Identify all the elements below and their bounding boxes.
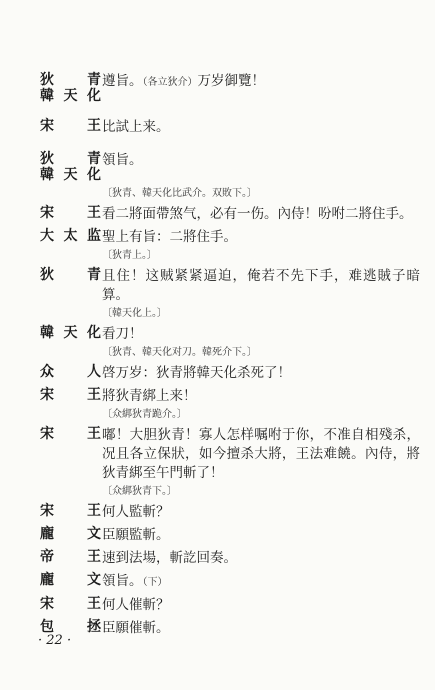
speaker-name-part: 韓天化 <box>40 325 102 341</box>
speaker-name-part: 狄青 <box>40 267 102 283</box>
dialogue-line <box>40 364 420 383</box>
dialogue-text <box>102 619 420 638</box>
speaker-name-part: 龐文 <box>40 572 102 588</box>
dialogue-line <box>40 325 420 344</box>
stage-direction: 〔众綁狄青跪介。〕 <box>102 409 187 420</box>
dialogue-text <box>102 549 420 568</box>
stage-direction: 〔狄青、韓天化比武介。双敗下。〕 <box>102 188 257 199</box>
speaker-name <box>40 387 102 403</box>
speaker-name-part: 宋王 <box>40 503 102 519</box>
inline-stage-direction: （下） <box>142 577 168 588</box>
dialogue-text <box>102 228 420 247</box>
speaker-name <box>40 228 102 244</box>
speaker-name <box>40 325 102 341</box>
dialogue-text <box>102 151 420 170</box>
page-number: · 22 · <box>38 633 72 648</box>
speaker-name <box>40 118 102 134</box>
dialogue-line <box>40 267 420 305</box>
dialogue-text-main: 何人催斬？ <box>102 597 170 613</box>
dialogue-text <box>102 596 420 615</box>
speaker-name-part: 韓天化 <box>40 88 102 104</box>
dialogue-text-main: 臣願催斬。 <box>102 620 170 636</box>
speaker-name-part: 韓天化 <box>40 167 102 183</box>
dialogue-text-main: 啓万岁：狄青將韓天化杀死了！ <box>102 365 291 381</box>
dialogue-line <box>40 596 420 615</box>
dialogue-text-main: 遵旨。 <box>102 73 143 89</box>
speaker-name-part: 宋王 <box>40 205 102 221</box>
speaker-name <box>40 364 102 380</box>
speaker-name-part: 龐文 <box>40 526 102 542</box>
dialogue-line <box>40 549 420 568</box>
speaker-name-part: 大太监 <box>40 228 102 244</box>
speaker-name-part: 狄青 <box>40 151 102 167</box>
dialogue-line <box>40 72 420 104</box>
speaker-name-part: 帝王 <box>40 549 102 565</box>
speaker-name-part: 众人 <box>40 364 102 380</box>
dialogue-text-main: 聖上有旨：二將住手。 <box>102 229 237 245</box>
script-body <box>40 68 420 638</box>
dialogue-line <box>40 118 420 137</box>
speaker-name-part: 狄青 <box>40 72 102 88</box>
speaker-name-part: 宋王 <box>40 426 102 442</box>
dialogue-line <box>40 228 420 247</box>
dialogue-text-main: 何人監斬？ <box>102 504 170 520</box>
stage-direction: 〔狄青、韓天化对刀。韓死介下。〕 <box>102 347 257 358</box>
dialogue-text <box>102 325 420 344</box>
dialogue-text <box>102 364 420 383</box>
dialogue-line <box>40 205 420 224</box>
speaker-name-part: 宋王 <box>40 118 102 134</box>
speaker-name <box>40 267 102 283</box>
dialogue-text <box>102 205 420 224</box>
speaker-name <box>40 549 102 565</box>
dialogue-text-main: 速到法場，斬訖回奏。 <box>102 550 237 566</box>
dialogue-text <box>102 118 420 137</box>
speaker-name-part: 包拯 <box>40 619 102 635</box>
speaker-name <box>40 503 102 519</box>
dialogue-line <box>40 526 420 545</box>
speaker-name <box>40 426 102 442</box>
dialogue-text-main: 看刀！ <box>102 326 143 342</box>
dialogue-text-main: 看二將面帶煞气，必有一伤。內侍！吩咐二將住手。 <box>102 206 413 222</box>
dialogue-line <box>40 572 420 592</box>
speaker-name <box>40 526 102 542</box>
dialogue-line <box>40 619 420 638</box>
dialogue-text-main: 且住！这贼紧紧逼迫，俺若不先下手，难逃賊子暗算。 <box>102 268 420 303</box>
stage-direction: 〔韓天化上。〕 <box>102 308 167 319</box>
dialogue-text-main: 臣願監斬。 <box>102 527 170 543</box>
speaker-name <box>40 596 102 612</box>
speaker-name <box>40 151 102 183</box>
dialogue-text <box>102 503 420 522</box>
dialogue-text-main: 比試上来。 <box>102 119 170 135</box>
dialogue-line <box>40 426 420 483</box>
dialogue-text <box>102 267 420 305</box>
dialogue-text <box>102 572 420 592</box>
dialogue-text <box>102 387 420 406</box>
dialogue-line <box>40 503 420 522</box>
speaker-name <box>40 205 102 221</box>
dialogue-text-main: 將狄青綁上来！ <box>102 388 197 404</box>
dialogue-text <box>102 72 420 92</box>
speaker-name-part: 宋王 <box>40 596 102 612</box>
speaker-name <box>40 572 102 588</box>
dialogue-text-main: 領旨。 <box>102 152 143 168</box>
speaker-name-part: 宋王 <box>40 387 102 403</box>
dialogue-line <box>40 387 420 406</box>
dialogue-text <box>102 426 420 483</box>
speaker-name <box>40 72 102 104</box>
dialogue-text-continued: 万岁御覽！ <box>197 73 265 89</box>
stage-direction: 〔狄青上。〕 <box>102 250 157 261</box>
dialogue-text-main: 嘟！大胆狄青！寡人怎样嘱咐于你，不准自相殘杀，况且各立保狀，如今擅杀大將，王法难饒。內侍，將狄青綁至午門斬了！ <box>102 427 420 481</box>
stage-direction: 〔众綁狄青下。〕 <box>102 486 177 497</box>
dialogue-line <box>40 151 420 183</box>
dialogue-text-main: 領旨。 <box>102 573 143 589</box>
inline-stage-direction: （各立狄介） <box>142 77 198 88</box>
dialogue-text <box>102 526 420 545</box>
